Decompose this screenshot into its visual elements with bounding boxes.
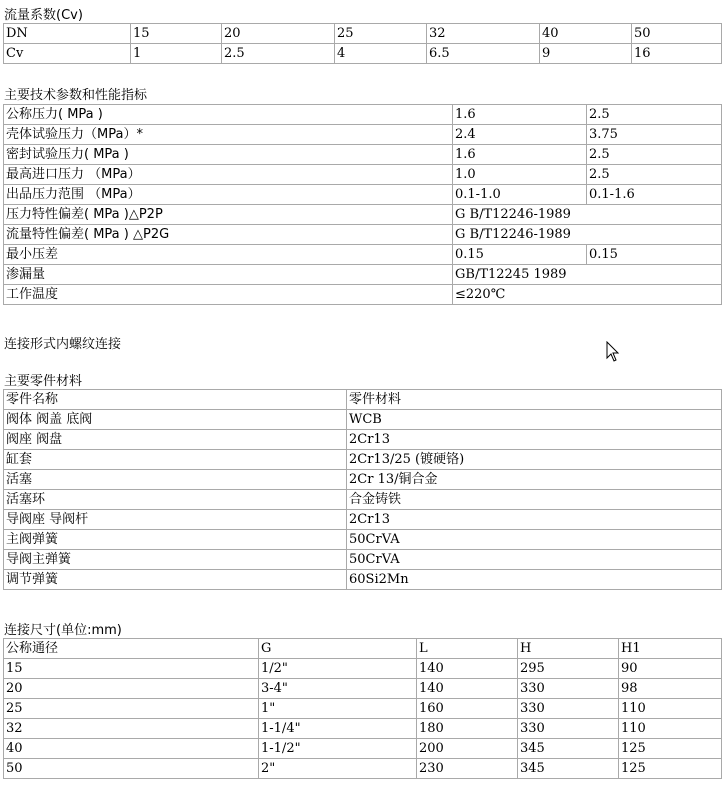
param-value: 0.1-1.6 bbox=[587, 185, 722, 205]
cv-cell: 40 bbox=[540, 24, 632, 44]
cv-cell: 32 bbox=[427, 24, 540, 44]
dim-cell: 330 bbox=[518, 679, 619, 699]
dim-cell: 330 bbox=[518, 719, 619, 739]
table-row bbox=[4, 430, 722, 450]
table-row bbox=[4, 44, 722, 64]
table-row bbox=[4, 165, 722, 185]
table-row bbox=[4, 390, 722, 410]
param-value: 2.5 bbox=[587, 105, 722, 125]
table-row bbox=[4, 759, 722, 779]
param-value: GB/T12245 1989 bbox=[453, 265, 722, 285]
cv-cell: 20 bbox=[222, 24, 335, 44]
table-row bbox=[4, 245, 722, 265]
part-name: 阀座 阀盘 bbox=[4, 430, 347, 450]
param-name: 公称压力( MPa ) bbox=[4, 105, 453, 125]
cv-cell: Cv bbox=[4, 44, 131, 64]
param-value: 0.15 bbox=[587, 245, 722, 265]
param-name: 渗漏量 bbox=[4, 265, 453, 285]
dim-cell: 160 bbox=[417, 699, 518, 719]
tech-section-title: 主要技术参数和性能指标 bbox=[4, 88, 148, 103]
part-material: 60Si2Mn bbox=[347, 570, 722, 590]
part-name: 调节弹簧 bbox=[4, 570, 347, 590]
dim-cell: 230 bbox=[417, 759, 518, 779]
table-row bbox=[4, 659, 722, 679]
dim-cell: 3-4" bbox=[259, 679, 417, 699]
dim-cell: 140 bbox=[417, 679, 518, 699]
dim-cell: 1-1/4" bbox=[259, 719, 417, 739]
part-material: 2Cr 13/铜合金 bbox=[347, 470, 722, 490]
dim-cell: 295 bbox=[518, 659, 619, 679]
table-row bbox=[4, 639, 722, 659]
dim-cell: 1/2" bbox=[259, 659, 417, 679]
dim-cell: 1-1/2" bbox=[259, 739, 417, 759]
table-row bbox=[4, 530, 722, 550]
cv-table bbox=[3, 23, 722, 64]
dim-cell: 180 bbox=[417, 719, 518, 739]
table-row bbox=[4, 145, 722, 165]
dim-cell: 2" bbox=[259, 759, 417, 779]
table-row bbox=[4, 410, 722, 430]
table-row bbox=[4, 265, 722, 285]
dim-cell: 110 bbox=[619, 699, 722, 719]
part-material: 合金铸铁 bbox=[347, 490, 722, 510]
dim-cell: 98 bbox=[619, 679, 722, 699]
param-name: 最小压差 bbox=[4, 245, 453, 265]
param-name: 最高进口压力 （MPa） bbox=[4, 165, 453, 185]
table-row bbox=[4, 185, 722, 205]
param-name: 工作温度 bbox=[4, 285, 453, 305]
part-material: 2Cr13 bbox=[347, 510, 722, 530]
cv-cell: 15 bbox=[131, 24, 222, 44]
table-row bbox=[4, 24, 722, 44]
dim-cell: 110 bbox=[619, 719, 722, 739]
part-name: 缸套 bbox=[4, 450, 347, 470]
cv-cell: 6.5 bbox=[427, 44, 540, 64]
part-material: WCB bbox=[347, 410, 722, 430]
dim-cell: 40 bbox=[4, 739, 259, 759]
part-material: 2Cr13/25 (镀硬铬) bbox=[347, 450, 722, 470]
param-value: ≤220℃ bbox=[453, 285, 722, 305]
param-name: 流量特性偏差( MPa ) △P2G bbox=[4, 225, 453, 245]
table-row bbox=[4, 225, 722, 245]
dim-cell: 125 bbox=[619, 739, 722, 759]
part-material: 50CrVA bbox=[347, 550, 722, 570]
cv-cell: 2.5 bbox=[222, 44, 335, 64]
param-value: 1.6 bbox=[453, 105, 587, 125]
cv-cell: DN bbox=[4, 24, 131, 44]
part-name: 零件名称 bbox=[4, 390, 347, 410]
mouse-pointer-icon bbox=[606, 341, 620, 363]
dim-cell: 1" bbox=[259, 699, 417, 719]
dim-cell: 90 bbox=[619, 659, 722, 679]
table-row bbox=[4, 570, 722, 590]
part-material: 2Cr13 bbox=[347, 430, 722, 450]
param-name: 出品压力范围 （MPa） bbox=[4, 185, 453, 205]
cv-cell: 9 bbox=[540, 44, 632, 64]
dimension-table bbox=[3, 638, 722, 779]
dim-cell: H bbox=[518, 639, 619, 659]
dim-cell: 公称通径 bbox=[4, 639, 259, 659]
dim-cell: 125 bbox=[619, 759, 722, 779]
cv-cell: 50 bbox=[632, 24, 722, 44]
dim-cell: 330 bbox=[518, 699, 619, 719]
material-table bbox=[3, 389, 722, 590]
dim-cell: 200 bbox=[417, 739, 518, 759]
param-value: 2.5 bbox=[587, 145, 722, 165]
dim-cell: G bbox=[259, 639, 417, 659]
param-value: 2.4 bbox=[453, 125, 587, 145]
table-row bbox=[4, 470, 722, 490]
dimension-section-title: 连接尺寸(单位:mm) bbox=[4, 623, 122, 638]
dim-cell: 15 bbox=[4, 659, 259, 679]
param-value: G B/T12246-1989 bbox=[453, 205, 722, 225]
param-name: 压力特性偏差( MPa )△P2P bbox=[4, 205, 453, 225]
param-value: 0.15 bbox=[453, 245, 587, 265]
dim-cell: 50 bbox=[4, 759, 259, 779]
table-row bbox=[4, 719, 722, 739]
connection-text: 连接形式内螺纹连接 bbox=[4, 337, 122, 352]
cv-cell: 25 bbox=[335, 24, 427, 44]
table-row bbox=[4, 739, 722, 759]
part-name: 阀体 阀盖 底阀 bbox=[4, 410, 347, 430]
table-row bbox=[4, 205, 722, 225]
material-section-title: 主要零件材料 bbox=[4, 374, 83, 389]
cv-cell: 1 bbox=[131, 44, 222, 64]
part-name: 活塞 bbox=[4, 470, 347, 490]
dim-cell: 20 bbox=[4, 679, 259, 699]
part-material: 50CrVA bbox=[347, 530, 722, 550]
table-row bbox=[4, 105, 722, 125]
dim-cell: 345 bbox=[518, 759, 619, 779]
param-name: 壳体试验压力（MPa）* bbox=[4, 125, 453, 145]
cv-section-title: 流量系数(Cv) bbox=[4, 8, 83, 23]
table-row bbox=[4, 699, 722, 719]
dim-cell: 25 bbox=[4, 699, 259, 719]
dim-cell: H1 bbox=[619, 639, 722, 659]
param-name: 密封试验压力( MPa ) bbox=[4, 145, 453, 165]
param-value: 1.6 bbox=[453, 145, 587, 165]
tech-table bbox=[3, 104, 722, 305]
table-row bbox=[4, 679, 722, 699]
part-name: 导阀座 导阀杆 bbox=[4, 510, 347, 530]
part-material: 零件材料 bbox=[347, 390, 722, 410]
cv-cell: 4 bbox=[335, 44, 427, 64]
part-name: 活塞环 bbox=[4, 490, 347, 510]
param-value: 0.1-1.0 bbox=[453, 185, 587, 205]
table-row bbox=[4, 490, 722, 510]
dim-cell: 140 bbox=[417, 659, 518, 679]
dim-cell: 32 bbox=[4, 719, 259, 739]
table-row bbox=[4, 550, 722, 570]
param-value: 2.5 bbox=[587, 165, 722, 185]
param-value: 3.75 bbox=[587, 125, 722, 145]
table-row bbox=[4, 285, 722, 305]
table-row bbox=[4, 125, 722, 145]
dim-cell: L bbox=[417, 639, 518, 659]
part-name: 主阀弹簧 bbox=[4, 530, 347, 550]
table-row bbox=[4, 510, 722, 530]
param-value: 1.0 bbox=[453, 165, 587, 185]
table-row bbox=[4, 450, 722, 470]
cv-cell: 16 bbox=[632, 44, 722, 64]
param-value: G B/T12246-1989 bbox=[453, 225, 722, 245]
part-name: 导阀主弹簧 bbox=[4, 550, 347, 570]
dim-cell: 345 bbox=[518, 739, 619, 759]
